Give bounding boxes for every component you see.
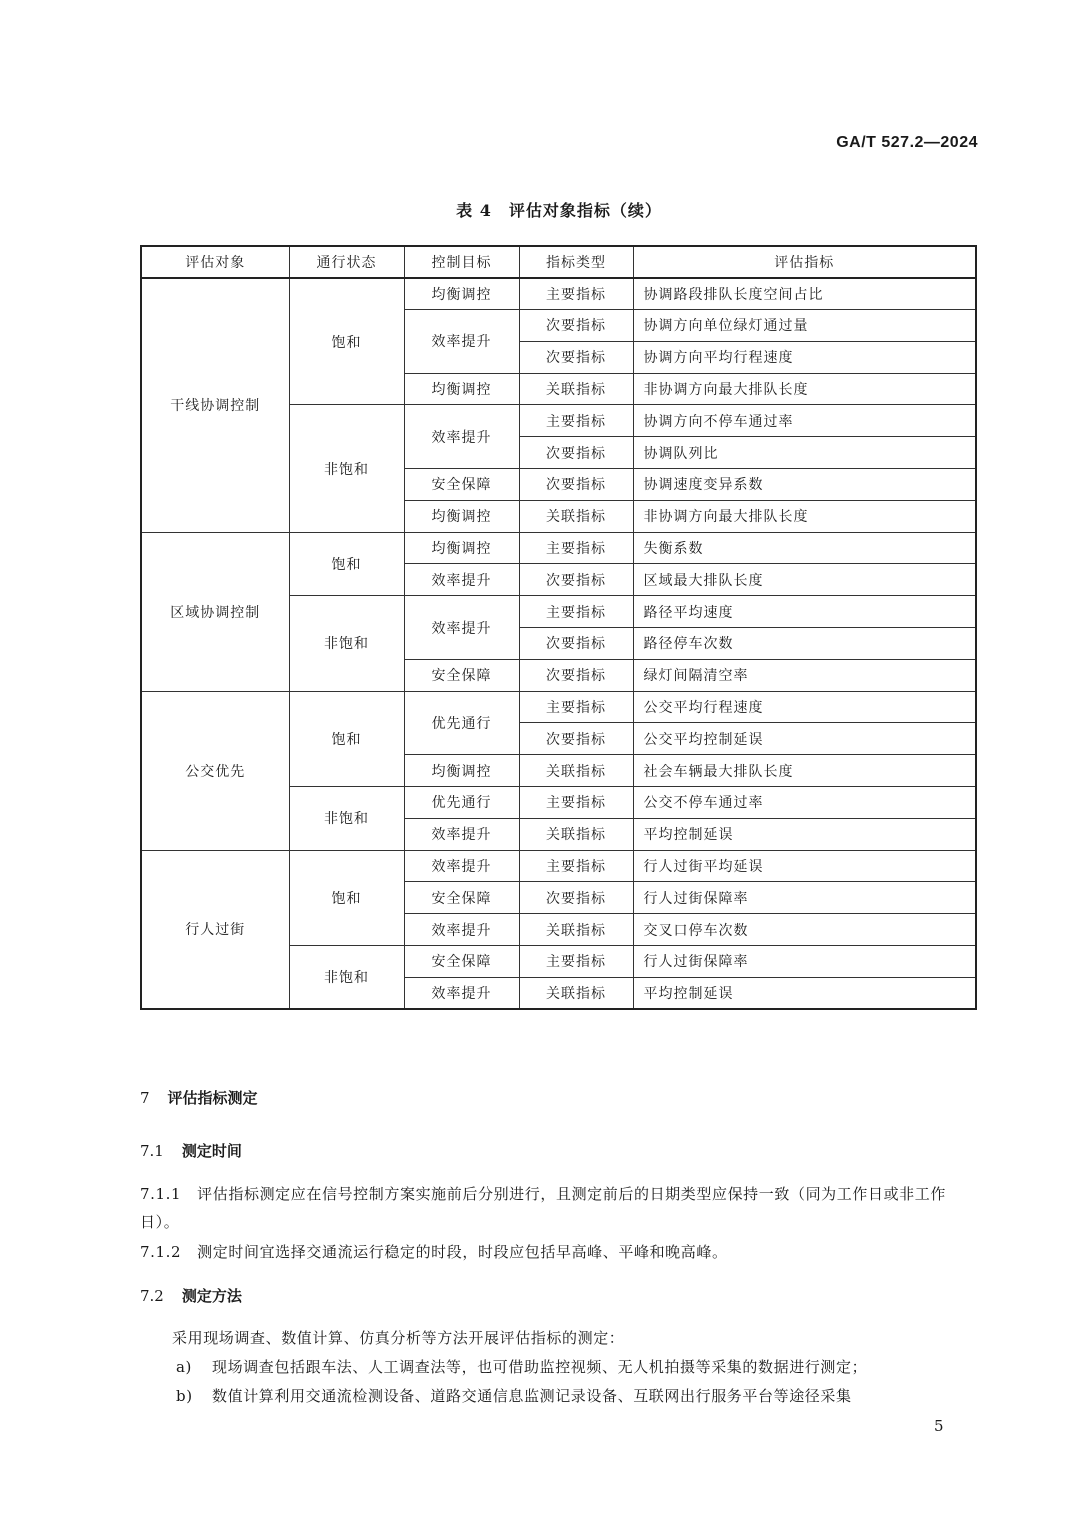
control-goal-cell: 安全保障 [404, 659, 519, 691]
control-goal-cell: 效率提升 [404, 850, 519, 882]
control-goal-cell: 效率提升 [404, 405, 519, 469]
indicator-cell: 协调方向平均行程速度 [633, 341, 976, 373]
control-goal-cell: 效率提升 [404, 596, 519, 660]
indicator-type-cell: 关联指标 [519, 977, 633, 1009]
column-header: 指标类型 [519, 246, 633, 278]
indicator-type-cell: 主要指标 [519, 278, 633, 310]
indicator-cell: 平均控制延误 [633, 818, 976, 850]
indicator-table [140, 245, 977, 1010]
indicator-cell: 非协调方向最大排队长度 [633, 500, 976, 532]
indicator-type-cell: 主要指标 [519, 946, 633, 978]
control-goal-cell: 优先通行 [404, 787, 519, 819]
traffic-state-cell: 饱和 [289, 691, 404, 786]
document-code: GA/T 527.2—2024 [836, 134, 978, 151]
indicator-cell: 协调路段排队长度空间占比 [633, 278, 976, 310]
evaluation-object-cell: 区域协调控制 [141, 532, 289, 691]
indicator-type-cell: 关联指标 [519, 818, 633, 850]
column-header: 通行状态 [289, 246, 404, 278]
page-number: 5 [934, 1417, 944, 1435]
indicator-type-cell: 主要指标 [519, 532, 633, 564]
table-row [141, 532, 976, 564]
indicator-cell: 社会车辆最大排队长度 [633, 755, 976, 787]
clause-7-1-1: 7.1.1 评估指标测定应在信号控制方案实施前后分别进行，且测定前后的日期类型应保持一致（同为工作日或非工作日）。 [140, 1185, 946, 1231]
indicator-type-cell: 次要指标 [519, 469, 633, 501]
indicator-cell: 公交平均控制延误 [633, 723, 976, 755]
traffic-state-cell: 饱和 [289, 278, 404, 405]
control-goal-cell: 效率提升 [404, 914, 519, 946]
traffic-state-cell: 饱和 [289, 532, 404, 596]
indicator-cell: 行人过街保障率 [633, 882, 976, 914]
indicator-cell: 路径停车次数 [633, 628, 976, 660]
table-body [141, 278, 976, 1009]
indicator-type-cell: 次要指标 [519, 437, 633, 469]
indicator-type-cell: 次要指标 [519, 659, 633, 691]
indicator-cell: 绿灯间隔清空率 [633, 659, 976, 691]
indicator-cell: 协调方向不停车通过率 [633, 405, 976, 437]
indicator-cell: 交叉口停车次数 [633, 914, 976, 946]
indicator-cell: 区域最大排队长度 [633, 564, 976, 596]
list-item-b: b) 数值计算利用交通流检测设备、道路交通信息监测记录设备、互联网出行服务平台等途径采集 [176, 1387, 852, 1405]
control-goal-cell: 安全保障 [404, 882, 519, 914]
indicator-cell: 协调方向单位绿灯通过量 [633, 310, 976, 342]
indicator-type-cell: 次要指标 [519, 628, 633, 660]
indicator-type-cell: 主要指标 [519, 596, 633, 628]
evaluation-object-cell: 干线协调控制 [141, 278, 289, 532]
table-row [141, 691, 976, 723]
traffic-state-cell: 非饱和 [289, 596, 404, 691]
column-header: 评估指标 [633, 246, 976, 278]
indicator-cell: 路径平均速度 [633, 596, 976, 628]
column-header: 控制目标 [404, 246, 519, 278]
section-7-heading: 7 评估指标测定 [140, 1089, 258, 1107]
traffic-state-cell: 非饱和 [289, 946, 404, 1010]
indicator-type-cell: 主要指标 [519, 691, 633, 723]
indicator-type-cell: 主要指标 [519, 850, 633, 882]
section-7-2-heading: 7.2 测定方法 [140, 1287, 242, 1305]
indicator-type-cell: 关联指标 [519, 914, 633, 946]
indicator-type-cell: 次要指标 [519, 882, 633, 914]
list-item-a: a) 现场调查包括跟车法、人工调查法等，也可借助监控视频、无人机拍摄等采集的数据进行测定； [176, 1358, 868, 1376]
clause-7-1-2: 7.1.2 测定时间宜选择交通流运行稳定的时段，时段应包括早高峰、平峰和晚高峰。 [140, 1243, 728, 1261]
indicator-type-cell: 关联指标 [519, 373, 633, 405]
indicator-type-cell: 主要指标 [519, 405, 633, 437]
control-goal-cell: 安全保障 [404, 469, 519, 501]
indicator-cell: 公交不停车通过率 [633, 787, 976, 819]
evaluation-object-cell: 行人过街 [141, 850, 289, 1009]
section-7-1-heading: 7.1 测定时间 [140, 1142, 242, 1160]
indicator-cell: 行人过街保障率 [633, 946, 976, 978]
indicator-type-cell: 次要指标 [519, 723, 633, 755]
indicator-type-cell: 关联指标 [519, 755, 633, 787]
indicator-cell: 平均控制延误 [633, 977, 976, 1009]
indicator-cell: 失衡系数 [633, 532, 976, 564]
indicator-cell: 非协调方向最大排队长度 [633, 373, 976, 405]
table-header-row [141, 246, 976, 278]
control-goal-cell: 均衡调控 [404, 532, 519, 564]
table-row [141, 278, 976, 310]
indicator-cell: 协调队列比 [633, 437, 976, 469]
control-goal-cell: 均衡调控 [404, 500, 519, 532]
control-goal-cell: 效率提升 [404, 818, 519, 850]
traffic-state-cell: 饱和 [289, 850, 404, 945]
traffic-state-cell: 非饱和 [289, 787, 404, 851]
indicator-type-cell: 次要指标 [519, 564, 633, 596]
traffic-state-cell: 非饱和 [289, 405, 404, 532]
indicator-type-cell: 关联指标 [519, 500, 633, 532]
control-goal-cell: 均衡调控 [404, 373, 519, 405]
control-goal-cell: 均衡调控 [404, 755, 519, 787]
control-goal-cell: 优先通行 [404, 691, 519, 755]
clause-7-2-intro: 采用现场调查、数值计算、仿真分析等方法开展评估指标的测定： [172, 1329, 625, 1347]
control-goal-cell: 安全保障 [404, 946, 519, 978]
control-goal-cell: 均衡调控 [404, 278, 519, 310]
control-goal-cell: 效率提升 [404, 564, 519, 596]
column-header: 评估对象 [141, 246, 289, 278]
evaluation-object-cell: 公交优先 [141, 691, 289, 850]
control-goal-cell: 效率提升 [404, 310, 519, 374]
table-row [141, 850, 976, 882]
table-title: 表 4 评估对象指标（续） [456, 201, 662, 220]
indicator-cell: 协调速度变异系数 [633, 469, 976, 501]
indicator-cell: 行人过街平均延误 [633, 850, 976, 882]
indicator-type-cell: 次要指标 [519, 310, 633, 342]
control-goal-cell: 效率提升 [404, 977, 519, 1009]
indicator-type-cell: 次要指标 [519, 341, 633, 373]
indicator-cell: 公交平均行程速度 [633, 691, 976, 723]
indicator-type-cell: 主要指标 [519, 787, 633, 819]
